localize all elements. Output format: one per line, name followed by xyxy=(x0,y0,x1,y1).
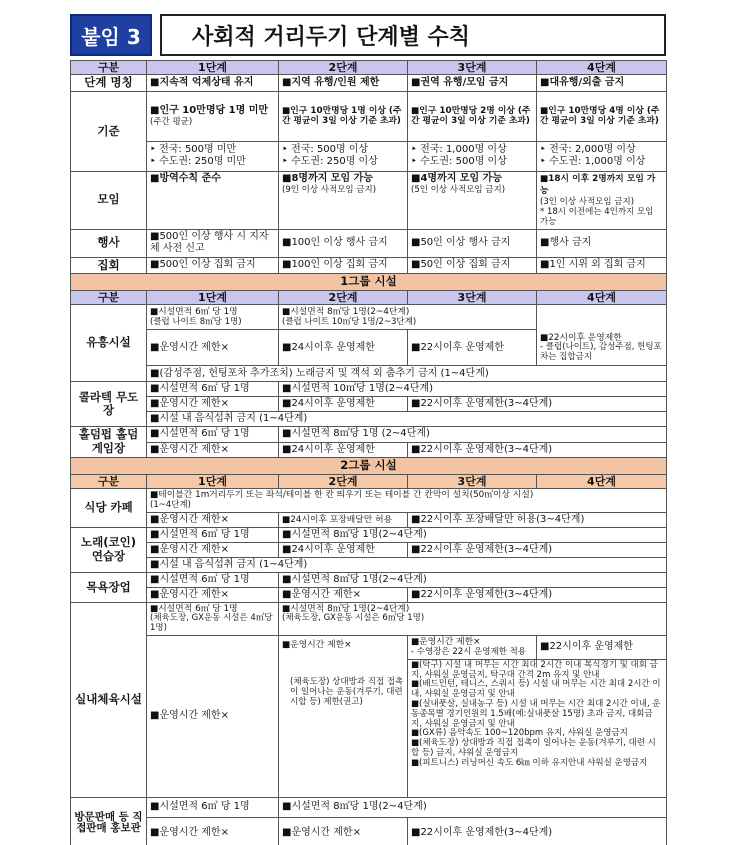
cell-line: ■운영시간 제한× xyxy=(282,639,352,650)
row-label-colatec: 콜라텍 무도장 xyxy=(71,382,147,427)
cell: ■운영시간 제한× xyxy=(147,635,279,797)
cell: ■500인 이상 집회 금지 xyxy=(147,257,279,274)
header-stage-2: 2단계 xyxy=(279,61,408,75)
cell: ■지역 유행/인원 제한 xyxy=(279,75,408,92)
cell-line: ■테이블간 1m거리두기 또는 좌석/테이블 한 칸 띄우기 또는 테이블 간 칸막이 설치(50㎡이상 시설) xyxy=(150,490,534,501)
attachment-badge: 붙임 3 xyxy=(70,14,152,56)
cell xyxy=(279,602,667,635)
row-label-criteria: 기준 xyxy=(71,91,147,171)
cell: ■50인 이상 행사 금지 xyxy=(408,229,537,257)
cell-line: ■시설면적 8㎡당 1명(2~4단계) xyxy=(282,603,410,614)
cell: ■운영시간 제한× xyxy=(147,442,279,457)
cell-text: ■4명까지 모임 가능 xyxy=(411,172,502,184)
criteria-sub: (주간 평균) xyxy=(150,117,193,128)
cell: ■22시이후 운영제한 xyxy=(408,330,537,366)
cell: ■22시이후 운영제한 xyxy=(537,635,667,659)
cell: ■24시이후 포장배달만 허용 xyxy=(279,512,408,527)
row-label-nightlife: 유흥시설 xyxy=(71,305,147,382)
cell: ■운영시간 제한× xyxy=(279,587,408,602)
row-label-direct-sales: 방문판매 등 직접판매 홍보관 xyxy=(71,797,147,845)
header-stage-1: 1단계 xyxy=(147,291,279,305)
row-label-rally: 집회 xyxy=(71,257,147,274)
cell xyxy=(408,659,667,797)
cell: ■50인 이상 집회 금지 xyxy=(408,257,537,274)
cell-sub: (1~4단계) xyxy=(150,499,191,510)
row-label-gym: 실내체육시설 xyxy=(71,602,147,797)
table-row xyxy=(71,635,667,659)
table-row xyxy=(71,257,667,274)
cell-sub: - 수영장은 22시 운영제한 적용 xyxy=(411,646,527,657)
table-header-row xyxy=(71,291,667,305)
cell: ■24시이후 운영제한 xyxy=(279,542,408,557)
cell-sub: (클럽 나이트 10㎡당 1명/2~3단계) xyxy=(282,316,417,327)
section-row xyxy=(71,274,667,291)
cell xyxy=(147,602,279,635)
table-row xyxy=(71,572,667,587)
cell-text: ■18시 이후 2명까지 모임 가능 xyxy=(540,173,656,196)
row-label-restaurant: 식당 카페 xyxy=(71,488,147,527)
table-row xyxy=(71,527,667,542)
section-title-group-2: 2그룹 시설 xyxy=(71,457,667,474)
header-stage-3: 3단계 xyxy=(408,474,537,488)
cell-sub: (클럽 나이트 8㎡당 1명) xyxy=(150,316,242,327)
cell: ■1인 시위 외 집회 금지 xyxy=(537,257,667,274)
cell-line: ‣ 전국: 1,000명 이상 xyxy=(411,144,507,156)
header-stage-3: 3단계 xyxy=(408,291,537,305)
header-stage-4: 4단계 xyxy=(537,474,667,488)
table-row xyxy=(71,305,667,330)
header-stage-3: 3단계 xyxy=(408,61,537,75)
table-header-row xyxy=(71,61,667,75)
cell xyxy=(408,171,537,229)
cell-sub: (체육도장, GX운동 시설은 6㎡당 1명) xyxy=(282,613,425,624)
cell-note: * 18시 이전에는 4인까지 모임 가능 xyxy=(540,207,654,228)
cell-sub: (9인 이상 사적모임 금지) xyxy=(282,184,377,195)
section-row xyxy=(71,457,667,474)
cell: ■시설면적 6㎡ 당 1명 xyxy=(147,572,279,587)
cell xyxy=(537,330,667,366)
cell: ■22시이후 운영제한(3~4단계) xyxy=(408,587,667,602)
cell-line: ■시설면적 6㎡ 당 1명 xyxy=(150,604,238,615)
cell-line: ‣ 전국: 500명 미만 xyxy=(150,144,237,156)
gym-note-martial-arts: ■(체육도장) 상대방과 직접 접촉이 일어나는 운동(겨루기, 대련 시합 등) 금지, 샤워실 운영금지 xyxy=(411,738,656,758)
cell xyxy=(537,171,667,229)
cell xyxy=(147,91,279,141)
section-title-group-1: 1그룹 시설 xyxy=(71,274,667,291)
cell: ■운영시간 제한× xyxy=(147,542,279,557)
table-row xyxy=(71,587,667,602)
criteria-text: ■인구 10만명당 1명 미만 xyxy=(150,105,269,117)
cell-sub: (5인 이상 사적모임 금지) xyxy=(411,184,506,195)
gym-note-table-tennis: ■(탁구) 시설 내 머무는 시간 최대 2시간 이내 복식경기 및 대회 금지, 샤워실 운영금지, 탁구대 간격 2m 유지 및 안내 xyxy=(411,659,658,680)
cell: ■운영시간 제한× xyxy=(147,587,279,602)
header-stage-4: 4단계 xyxy=(537,61,667,75)
table-row xyxy=(71,171,667,229)
table-row xyxy=(71,512,667,527)
cell xyxy=(147,488,667,512)
cell: ■대유행/외출 금지 xyxy=(537,75,667,92)
header-category: 구분 xyxy=(71,474,147,488)
distancing-rules-table xyxy=(70,60,667,845)
row-label-gathering: 모임 xyxy=(71,171,147,229)
row-label-stage-name: 단계 명칭 xyxy=(71,75,147,92)
cell xyxy=(537,305,667,330)
cell: ■운영시간 제한× xyxy=(147,512,279,527)
table-row xyxy=(71,542,667,557)
cell: ■운영시간 제한× xyxy=(147,817,279,845)
header-stage-2: 2단계 xyxy=(279,291,408,305)
cell: ■지속적 억제상태 유지 xyxy=(147,75,279,92)
table-row xyxy=(71,412,667,427)
cell: ■시설면적 8㎡당 1명(2~4단계) xyxy=(279,797,667,817)
table-row xyxy=(71,397,667,412)
cell-note: (체육도장) 상대방과 직접 접촉이 일어나는 운동(겨루기, 대련 시합 등) 제한(권고) xyxy=(290,677,404,707)
cell xyxy=(537,141,667,171)
cell: ■시설면적 6㎡ 당 1명 xyxy=(147,427,279,442)
cell: ■행사 금지 xyxy=(537,229,667,257)
header-category: 구분 xyxy=(71,61,147,75)
cell: ■24시이후 운영제한 xyxy=(279,442,408,457)
cell: ■22시이후 포장배달만 허용(3~4단계) xyxy=(408,512,667,527)
document-title: 사회적 거리두기 단계별 수칙 xyxy=(160,14,666,56)
header-stage-1: 1단계 xyxy=(147,61,279,75)
cell-line: ‣ 수도권: 250명 미만 xyxy=(150,156,246,168)
cell-line: ■시설면적 8㎡당 1명(2~4단계) xyxy=(282,307,410,318)
cell-line: ■22시이후 운영제한 xyxy=(540,332,622,343)
cell-line: ■운영시간 제한× xyxy=(411,637,481,648)
cell-line: ‣ 전국: 500명 이상 xyxy=(282,144,369,156)
cell: ■시설면적 8㎡당 1명 (2~4단계) xyxy=(279,427,667,442)
cell: ■운영시간 제한× xyxy=(147,397,279,412)
cell-line: ‣ 수도권: 1,000명 이상 xyxy=(540,156,646,168)
cell xyxy=(408,141,537,171)
cell: ■시설면적 8㎡당 1명(2~4단계) xyxy=(279,572,667,587)
cell: ■시설면적 10㎡당 1명(2~4단계) xyxy=(279,382,667,397)
cell: ■100인 이상 집회 금지 xyxy=(279,257,408,274)
cell: ■100인 이상 행사 금지 xyxy=(279,229,408,257)
cell: ■시설면적 6㎡ 당 1명 xyxy=(147,382,279,397)
table-row xyxy=(71,75,667,92)
cell-sub: - 클럽(나이트), 감성주점, 헌팅포차는 집합금지 xyxy=(540,341,662,362)
row-label-bath: 목욕장업 xyxy=(71,572,147,602)
cell xyxy=(147,305,279,330)
cell: ■22시이후 운영제한(3~4단계) xyxy=(408,397,667,412)
header-stage-2: 2단계 xyxy=(279,474,408,488)
row-label-holdem: 홀덤펍 홀덤게임장 xyxy=(71,427,147,458)
table-row xyxy=(71,427,667,442)
cell-sub: (체육도장, GX운동 시설은 4㎡당 1명) xyxy=(150,613,273,633)
table-row xyxy=(71,488,667,512)
cell xyxy=(279,635,408,797)
cell-line: ‣ 전국: 2,000명 이상 xyxy=(540,144,636,156)
cell xyxy=(279,171,408,229)
gym-note-futsal: ■(실내풋살, 실내농구 등) 시설 내 머무는 시간 최대 2시간 이내, 운동종목별 경기인원의 1.5배(예:실내풋살 15명) 초과 금지, 대회금지, 샤워실 운영금지 및 안내 xyxy=(411,698,661,729)
gym-note-gx: ■(GX류) 음악속도 100~120bpm 유지, 샤워실 운영금지 xyxy=(411,728,628,739)
table-header-row xyxy=(71,474,667,488)
cell: ■시설면적 6㎡ 당 1명 xyxy=(147,527,279,542)
row-label-karaoke: 노래(코인) 연습장 xyxy=(71,527,147,572)
row-label-event: 행사 xyxy=(71,229,147,257)
header-stage-1: 1단계 xyxy=(147,474,279,488)
cell: ■22시이후 운영제한(3~4단계) xyxy=(408,442,667,457)
cell-line: ‣ 수도권: 500명 이상 xyxy=(411,156,507,168)
table-row xyxy=(71,817,667,845)
cell: ■22시이후 운영제한(3~4단계) xyxy=(408,542,667,557)
table-row xyxy=(71,330,667,366)
table-row xyxy=(71,442,667,457)
header-category: 구분 xyxy=(71,291,147,305)
gym-note-fitness: ■(피트니스) 러닝머신 속도 6㎞ 이하 유지안내 샤워실 운영금지 xyxy=(411,757,648,768)
cell: ■시설 내 음식섭취 금지 (1~4단계) xyxy=(147,557,667,572)
table-row xyxy=(71,602,667,635)
header-stage-4: 4단계 xyxy=(537,291,667,305)
cell: ■22시이후 운영제한(3~4단계) xyxy=(408,817,667,845)
table-row xyxy=(71,557,667,572)
cell xyxy=(279,141,408,171)
cell: ■(감성주점, 헌팅포차 추가조치) 노래금지 및 객석 외 춤추기 금지 (1~4단계) xyxy=(147,366,667,382)
cell: ■방역수칙 준수 xyxy=(147,171,279,229)
cell: ■운영시간 제한× xyxy=(147,330,279,366)
cell: ■24시이후 운영제한 xyxy=(279,397,408,412)
cell: ■24시이후 운영제한 xyxy=(279,330,408,366)
table-row xyxy=(71,366,667,382)
cell: ■운영시간 제한× xyxy=(279,817,408,845)
cell: ■시설 내 음식섭취 금지 (1~4단계) xyxy=(147,412,667,427)
cell: ■시설면적 6㎡ 당 1명 xyxy=(147,797,279,817)
cell-line: ■시설면적 6㎡ 당 1명 xyxy=(150,307,238,318)
cell: ■시설면적 8㎡당 1명(2~4단계) xyxy=(279,527,667,542)
table-row xyxy=(71,91,667,141)
gym-note-badminton: ■(배드민턴, 테니스, 스쿼시 등) 시설 내 머무는 시간 최대 2시간 이내, 샤워실 운영금지 및 안내 xyxy=(411,679,661,700)
cell-line: ‣ 수도권: 250명 이상 xyxy=(282,156,378,168)
cell xyxy=(408,635,537,659)
table-row xyxy=(71,382,667,397)
cell: ■500인 이상 행사 시 지자체 사전 신고 xyxy=(147,229,279,257)
cell: ■인구 10만명당 4명 이상 (주간 평균이 3일 이상 기준 초과) xyxy=(537,91,667,141)
table-row xyxy=(71,229,667,257)
table-row xyxy=(71,141,667,171)
cell: ■인구 10만명당 1명 이상 (주간 평균이 3일 이상 기준 초과) xyxy=(279,91,408,141)
cell xyxy=(279,305,537,330)
cell: ■인구 10만명당 2명 이상 (주간 평균이 3일 이상 기준 초과) xyxy=(408,91,537,141)
table-row xyxy=(71,797,667,817)
cell-sub: (3인 이상 사적모임 금지) xyxy=(540,196,635,207)
cell: ■권역 유행/모임 금지 xyxy=(408,75,537,92)
header xyxy=(70,14,666,56)
cell xyxy=(147,141,279,171)
cell-text: ■8명까지 모임 가능 xyxy=(282,172,373,184)
